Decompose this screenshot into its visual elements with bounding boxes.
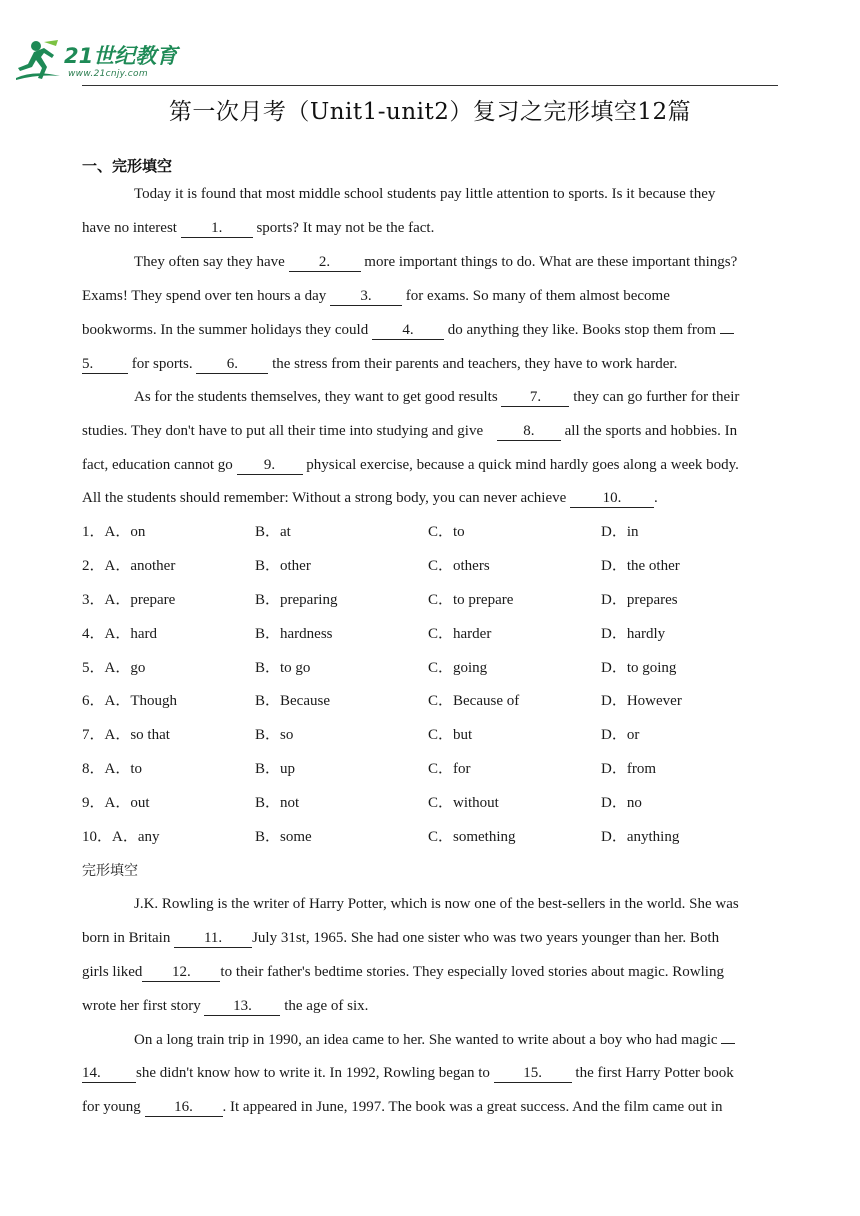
option-d[interactable]: D．anything (601, 829, 680, 845)
option-b[interactable]: B．Because (255, 693, 330, 709)
option-d[interactable]: D．from (601, 761, 656, 777)
option-a[interactable]: 8．A．to (82, 761, 143, 777)
passage1-line: As for the students themselves, they want to get good results 7. they can go further for their (134, 389, 740, 405)
blank-14-start (721, 1043, 735, 1044)
logo-brand: 21世纪教育 (64, 44, 178, 68)
blank-1[interactable]: 1. (181, 220, 253, 238)
option-b[interactable]: B．other (255, 558, 311, 574)
option-a[interactable]: 4．A．hard (82, 626, 158, 642)
option-c[interactable]: C．to prepare (428, 592, 514, 608)
logo-url: www.21cnjy.com (68, 69, 148, 79)
option-c[interactable]: C．something (428, 829, 516, 845)
option-d[interactable]: D．However (601, 693, 682, 709)
blank-10[interactable]: 10. (570, 490, 654, 508)
blank-3[interactable]: 3. (330, 288, 402, 306)
blank-4[interactable]: 4. (372, 322, 444, 340)
option-c[interactable]: C．without (428, 795, 499, 811)
passage1-line: 5. for sports. 6. the stress from their parents and teachers, they have to work harder. (82, 356, 678, 372)
option-a[interactable]: 6．A．Though (82, 693, 178, 709)
option-c[interactable]: C．Because of (428, 693, 520, 709)
passage2-line: for young 16. . It appeared in June, 1997. The book was a great success. And the film came out in (82, 1099, 723, 1115)
option-row-10 (82, 827, 782, 847)
option-row-8 (82, 759, 782, 779)
blank-11[interactable]: 11. (174, 930, 252, 948)
option-d[interactable]: D．hardly (601, 626, 666, 642)
blank-16[interactable]: 16. (145, 1099, 223, 1117)
blank-5[interactable]: 5. (82, 356, 128, 374)
passage2-line: girls liked 12. to their father's bedtime stories. They especially loved stories about magic. Rowling (82, 964, 724, 980)
passage1-line: have no interest 1. sports? It may not be the fact. (82, 220, 435, 236)
passage1-line: fact, education cannot go 9. physical exercise, because a quick mind hardly goes along a week body. (82, 457, 739, 473)
option-b[interactable]: B．up (255, 761, 296, 777)
option-c[interactable]: C．to (428, 524, 465, 540)
option-b[interactable]: B．to go (255, 660, 311, 676)
option-c[interactable]: C．but (428, 727, 473, 743)
document-title: 第一次月考（Unit1-unit2）复习之完形填空12篇 (168, 99, 692, 125)
option-c[interactable]: C．for (428, 761, 471, 777)
blank-13[interactable]: 13. (204, 998, 280, 1016)
option-d[interactable]: D．in (601, 524, 639, 540)
option-row-4 (82, 624, 782, 644)
option-d[interactable]: D．to going (601, 660, 677, 676)
blank-12[interactable]: 12. (142, 964, 220, 982)
section-heading: 一、完形填空 (82, 157, 173, 175)
passage1-line: They often say they have 2. more important things to do. What are these important things? (134, 254, 738, 270)
passage1-line: Today it is found that most middle school students pay little attention to sports. Is it because they (134, 186, 716, 202)
option-a[interactable]: 5．A．go (82, 660, 146, 676)
passage2-line: born in Britain 11. July 31st, 1965. She had one sister who was two years younger than her. Both (82, 930, 720, 946)
option-b[interactable]: B．at (255, 524, 291, 540)
option-b[interactable]: B．so (255, 727, 294, 743)
option-a[interactable]: 1．A．on (82, 524, 146, 540)
option-a[interactable]: 3．A．prepare (82, 592, 176, 608)
passage1-line: bookworms. In the summer holidays they could 4. do anything they like. Books stop them from (82, 320, 787, 340)
option-row-6 (82, 691, 782, 711)
blank-5-start (720, 333, 734, 334)
logo (14, 38, 184, 84)
blank-2[interactable]: 2. (289, 254, 361, 272)
blank-8[interactable]: 8. (497, 423, 561, 441)
option-row-3 (82, 590, 782, 610)
option-d[interactable]: D．or (601, 727, 640, 743)
option-d[interactable]: D．the other (601, 558, 680, 574)
blank-6[interactable]: 6. (196, 356, 268, 374)
option-row-2 (82, 556, 782, 576)
passage1-line: All the students should remember: Without a strong body, you can never achieve 10. . (82, 490, 658, 506)
runner-logo-icon (14, 38, 66, 82)
blank-9[interactable]: 9. (237, 457, 303, 475)
header-divider (82, 85, 778, 86)
option-c[interactable]: C．others (428, 558, 490, 574)
blank-7[interactable]: 7. (501, 389, 569, 407)
option-row-9 (82, 793, 782, 813)
passage2-line: J.K. Rowling is the writer of Harry Potter, which is now one of the best-sellers in the world. She was (134, 896, 739, 912)
option-b[interactable]: B．hardness (255, 626, 333, 642)
blank-15[interactable]: 15. (494, 1065, 572, 1083)
passage2-line: On a long train trip in 1990, an idea came to her. She wanted to write about a boy who had magic (134, 1030, 787, 1050)
passage1-line: studies. They don't have to put all their time into studying and give 8. all the sports and hobbies. In (82, 423, 738, 439)
option-b[interactable]: B．preparing (255, 592, 338, 608)
passage2-line: 14. she didn't know how to write it. In 1992, Rowling began to 15. the first Harry Potter book (82, 1065, 734, 1081)
option-row-1 (82, 522, 782, 542)
section2-label: 完形填空 (82, 863, 138, 879)
option-a[interactable]: 9．A．out (82, 795, 150, 811)
option-b[interactable]: B．not (255, 795, 300, 811)
option-a[interactable]: 2．A．another (82, 558, 176, 574)
option-d[interactable]: D．prepares (601, 592, 678, 608)
option-c[interactable]: C．harder (428, 626, 492, 642)
option-c[interactable]: C．going (428, 660, 488, 676)
option-b[interactable]: B．some (255, 829, 312, 845)
passage2-line: wrote her first story 13. the age of six. (82, 998, 369, 1014)
option-a[interactable]: 10．A．any (82, 829, 160, 845)
option-d[interactable]: D．no (601, 795, 642, 811)
passage1-line: Exams! They spend over ten hours a day 3. for exams. So many of them almost become (82, 288, 670, 304)
option-row-7 (82, 725, 782, 745)
blank-14[interactable]: 14. (82, 1065, 136, 1083)
option-a[interactable]: 7．A．so that (82, 727, 170, 743)
option-row-5 (82, 658, 782, 678)
